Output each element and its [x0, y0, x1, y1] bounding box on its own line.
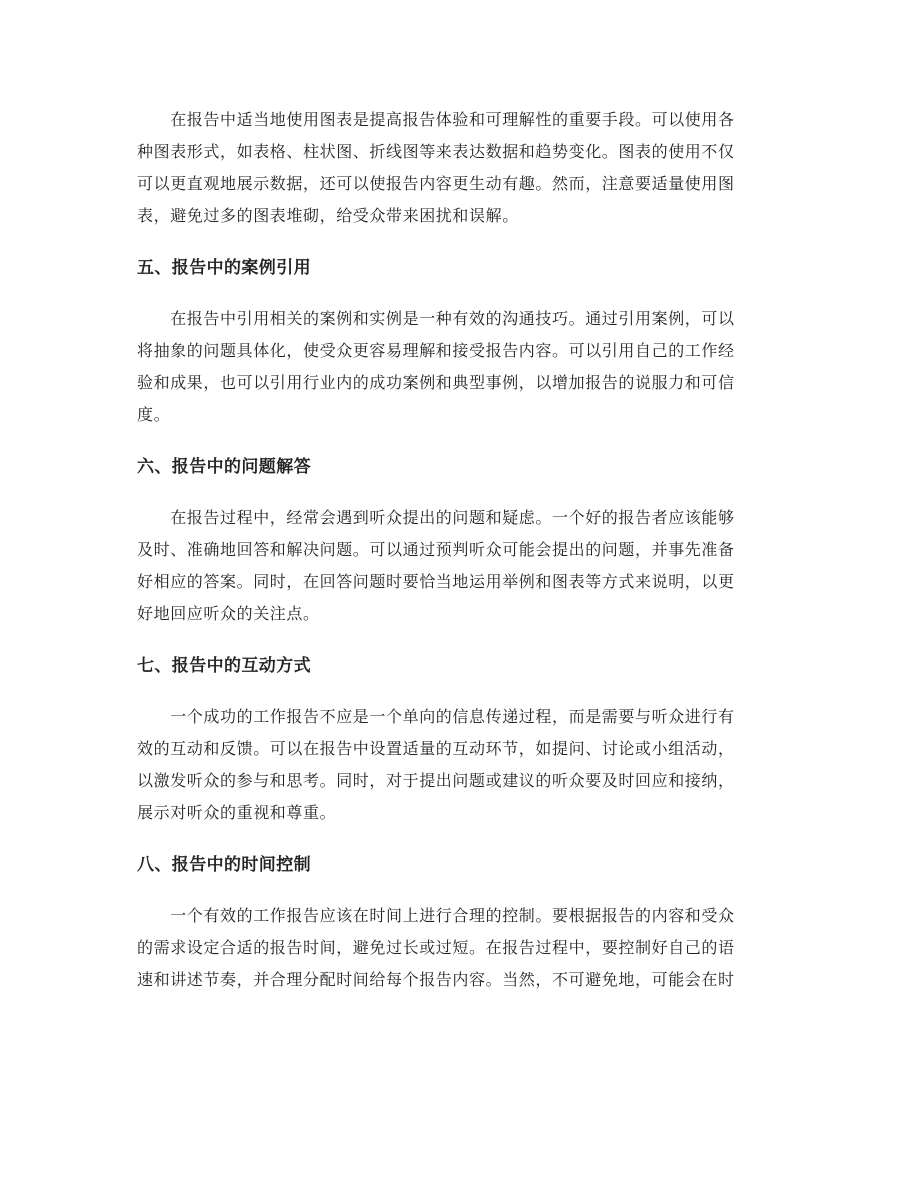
text-line: 可以更直观地展示数据，还可以使报告内容更生动有趣。然而，注意要适量使用图 [137, 174, 735, 193]
section-heading-interaction: 七、报告中的互动方式 [137, 656, 311, 676]
text-line: 验和成果，也可以引用行业内的成功案例和典型事例，以增加报告的说服力和可信 [137, 373, 735, 392]
section-paragraph-case-citation [137, 303, 783, 431]
text-line: 种图表形式，如表格、柱状图、折线图等来表达数据和趋势变化。图表的使用不仅 [137, 142, 735, 161]
text-line: 效的互动和反馈。可以在报告中设置适量的互动环节，如提问、讨论或小组活动， [137, 739, 735, 758]
text-line: 表，避免过多的图表堆砌，给受众带来困扰和误解。 [137, 206, 519, 225]
section-paragraph-time-control [137, 900, 783, 996]
text-line: 在报告中适当地使用图表是提高报告体验和可理解性的重要手段。可以使用各 [137, 110, 735, 129]
text-line: 速和讲述节奏，并合理分配时间给每个报告内容。当然，不可避免地，可能会在时 [137, 970, 735, 989]
text-line: 一个有效的工作报告应该在时间上进行合理的控制。要根据报告的内容和受众 [137, 906, 735, 925]
section-paragraph-interaction [137, 701, 783, 829]
text-line: 度。 [137, 405, 171, 424]
text-line: 在报告过程中，经常会遇到听众提出的问题和疑虑。一个好的报告者应该能够 [137, 508, 735, 527]
text-line: 好相应的答案。同时，在回答问题时要恰当地运用举例和图表等方式来说明，以更 [137, 572, 735, 591]
text-line: 以激发听众的参与和思考。同时，对于提出问题或建议的听众要及时回应和接纳， [137, 771, 735, 790]
section-heading-case-citation: 五、报告中的案例引用 [137, 258, 311, 278]
section-paragraph-qa [137, 502, 783, 630]
text-line: 的需求设定合适的报告时间，避免过长或过短。在报告过程中，要控制好自己的语 [137, 938, 735, 957]
intro-paragraph [137, 104, 783, 232]
text-line: 展示对听众的重视和尊重。 [137, 803, 337, 822]
section-heading-time-control: 八、报告中的时间控制 [137, 855, 311, 875]
document-page [137, 104, 783, 996]
text-line: 在报告中引用相关的案例和实例是一种有效的沟通技巧。通过引用案例，可以 [137, 309, 735, 328]
text-line: 好地回应听众的关注点。 [137, 604, 320, 623]
section-heading-qa: 六、报告中的问题解答 [137, 457, 311, 477]
text-line: 及时、准确地回答和解决问题。可以通过预判听众可能会提出的问题，并事先准备 [137, 540, 735, 559]
text-line: 将抽象的问题具体化，使受众更容易理解和接受报告内容。可以引用自己的工作经 [137, 341, 735, 360]
text-line: 一个成功的工作报告不应是一个单向的信息传递过程，而是需要与听众进行有 [137, 707, 735, 726]
